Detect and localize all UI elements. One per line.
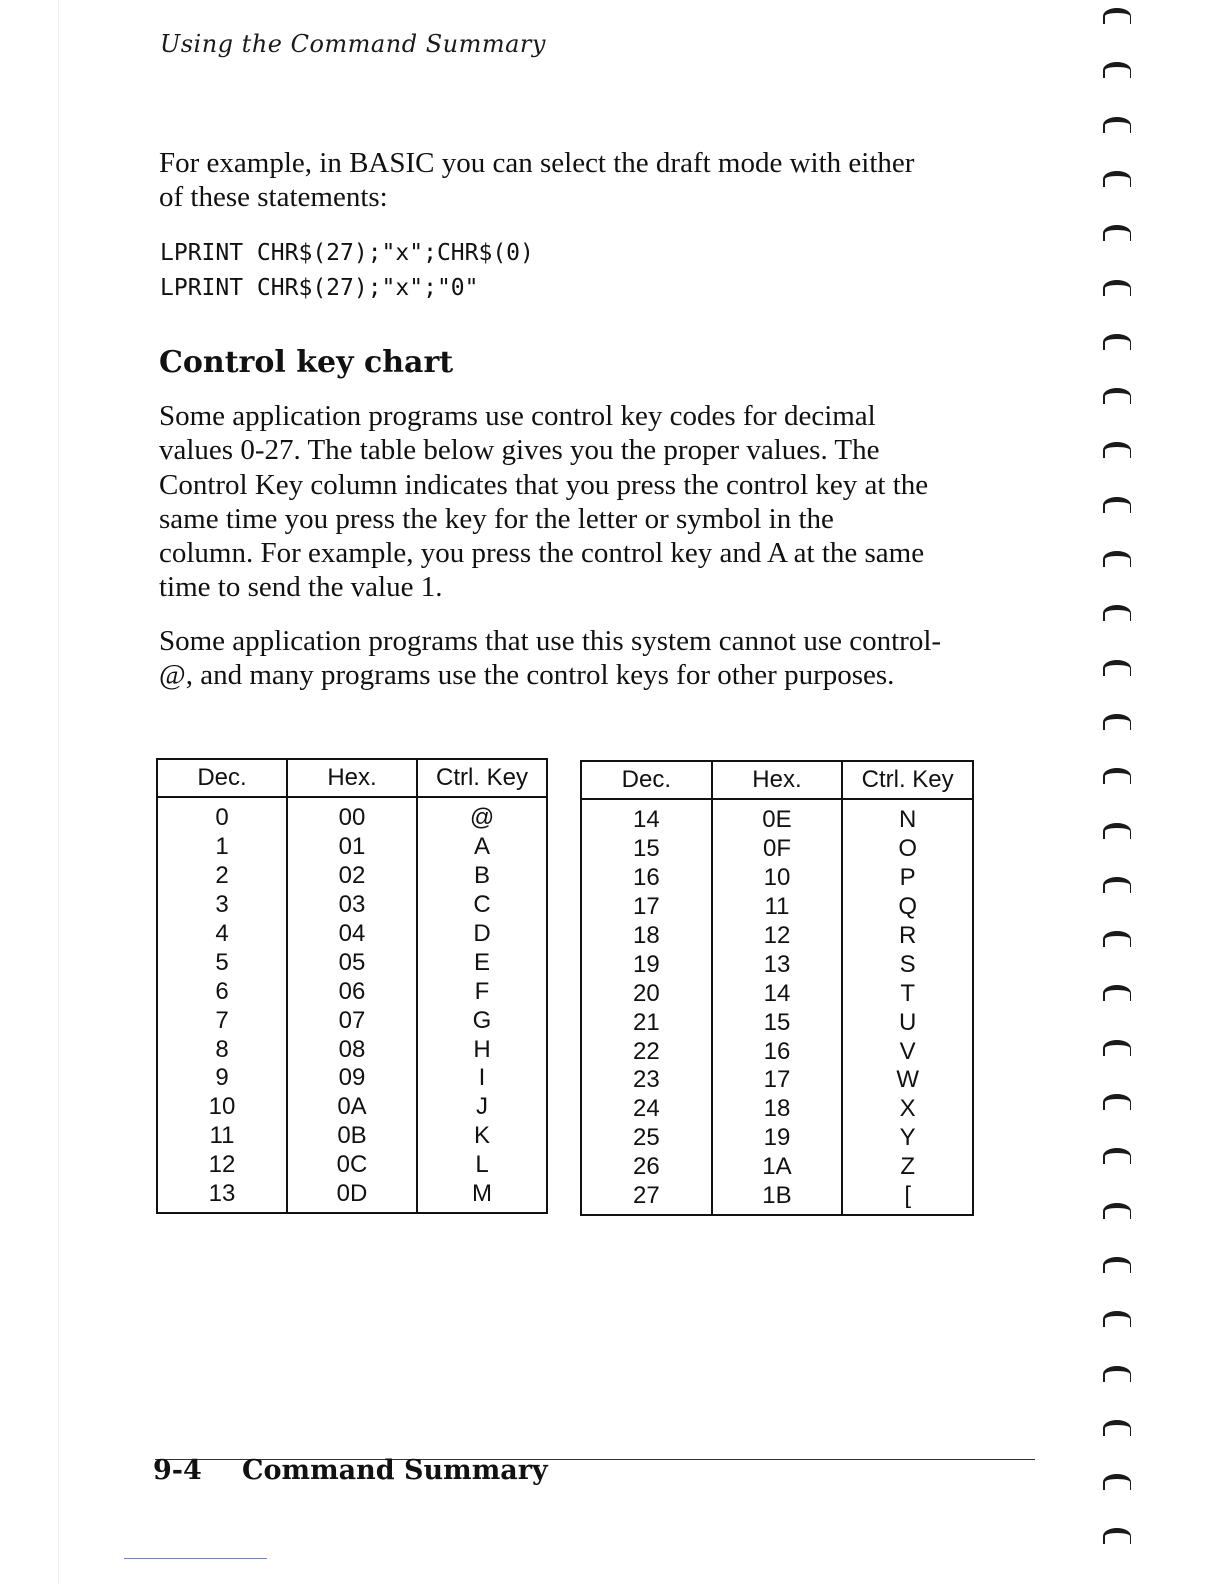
ctrl-key-cell: S (842, 950, 973, 979)
hex-cell: 12 (712, 922, 843, 951)
dec-cell: 1 (157, 833, 287, 862)
text-line: For example, in BASIC you can select the draft mode with either (159, 147, 915, 179)
text-line: Some application programs use control key codes for decimal (159, 400, 876, 432)
ctrl-key-column-header: Ctrl. Key (842, 761, 973, 799)
binding-hole (1103, 551, 1131, 567)
text-line: column. For example, you press the control key and A at the same (159, 537, 925, 570)
scan-mark (124, 1558, 267, 1559)
ctrl-key-cell: E (417, 948, 547, 977)
hex-cell: 08 (287, 1035, 417, 1064)
binding-hole (1103, 877, 1131, 893)
dec-cell: 3 (157, 891, 287, 920)
binding-hole (1103, 117, 1131, 133)
code-example (160, 236, 534, 306)
hex-cell: 0D (287, 1180, 417, 1214)
hex-cell: 09 (287, 1064, 417, 1093)
table-row (157, 920, 547, 949)
hex-cell: 13 (712, 950, 843, 979)
table-row (157, 1035, 547, 1064)
footer-title: Command Summary (242, 1455, 548, 1486)
binding-hole (1103, 1311, 1131, 1327)
dec-cell: 8 (157, 1035, 287, 1064)
dec-cell: 12 (157, 1151, 287, 1180)
binding-hole (1103, 1094, 1131, 1110)
dec-cell: 26 (581, 1153, 712, 1182)
ctrl-key-cell: C (417, 891, 547, 920)
dec-cell: 10 (157, 1093, 287, 1122)
hex-cell: 00 (287, 797, 417, 833)
dec-column-header: Dec. (581, 761, 712, 799)
ctrl-key-cell: R (842, 922, 973, 951)
binding-hole (1103, 280, 1131, 296)
table-header-row (581, 761, 973, 799)
table-row (581, 893, 973, 922)
text-line: values 0-27. The table below gives you the proper values. The (159, 434, 880, 467)
hex-cell: 19 (712, 1124, 843, 1153)
hex-cell: 07 (287, 1006, 417, 1035)
dec-cell: 4 (157, 920, 287, 949)
ctrl-key-cell: H (417, 1035, 547, 1064)
binding-hole (1103, 660, 1131, 676)
binding-hole (1103, 497, 1131, 513)
ctrl-key-cell: J (417, 1093, 547, 1122)
table-row (157, 1151, 547, 1180)
hex-cell: 03 (287, 891, 417, 920)
dec-cell: 18 (581, 922, 712, 951)
dec-cell: 13 (157, 1180, 287, 1214)
dec-cell: 11 (157, 1122, 287, 1151)
ctrl-key-cell: Y (842, 1124, 973, 1153)
table-row (157, 1093, 547, 1122)
text-line: of these statements: (159, 181, 388, 214)
hex-cell: 1B (712, 1182, 843, 1216)
binding-hole (1103, 1420, 1131, 1436)
text-line: @, and many programs use the control keys for other purposes. (159, 659, 895, 692)
dec-cell: 5 (157, 948, 287, 977)
dec-cell: 14 (581, 799, 712, 835)
page-edge (58, 0, 59, 1584)
explanation-paragraph (159, 399, 928, 605)
ctrl-key-cell: X (842, 1095, 973, 1124)
table-row (157, 797, 547, 833)
hex-cell: 0F (712, 835, 843, 864)
text-line: Control Key column indicates that you press the control key at the (159, 468, 929, 501)
binding-hole (1103, 1040, 1131, 1056)
table-row (157, 948, 547, 977)
running-head: Using the Command Summary (160, 30, 546, 58)
table-row (581, 1153, 973, 1182)
binding-hole (1103, 8, 1131, 24)
ctrl-key-cell: @ (417, 797, 547, 833)
hex-cell: 0C (287, 1151, 417, 1180)
binding-hole (1103, 931, 1131, 947)
ctrl-key-cell: P (842, 864, 973, 893)
table-row (581, 1124, 973, 1153)
table-row (581, 1008, 973, 1037)
ctrl-key-cell: B (417, 862, 547, 891)
dec-cell: 25 (581, 1124, 712, 1153)
hex-cell: 0E (712, 799, 843, 835)
binding-hole (1103, 605, 1131, 621)
binding-hole (1103, 334, 1131, 350)
dec-cell: 0 (157, 797, 287, 833)
section-heading: Control key chart (159, 345, 454, 380)
ctrl-key-cell: W (842, 1066, 973, 1095)
binding-hole (1103, 1203, 1131, 1219)
control-key-table-left (156, 758, 548, 1214)
page-number: 9-4 (153, 1455, 202, 1486)
table-row (581, 864, 973, 893)
intro-paragraph (159, 146, 914, 215)
table-row (157, 833, 547, 862)
binding-hole (1103, 823, 1131, 839)
hex-cell: 02 (287, 862, 417, 891)
binding-hole (1103, 1148, 1131, 1164)
ctrl-key-cell: N (842, 799, 973, 835)
table-row (581, 922, 973, 951)
ctrl-key-cell: K (417, 1122, 547, 1151)
ctrl-key-cell: [ (842, 1182, 973, 1216)
table-row (581, 979, 973, 1008)
table-row (581, 835, 973, 864)
table-row (157, 1122, 547, 1151)
ctrl-key-cell: M (417, 1180, 547, 1214)
hex-cell: 15 (712, 1008, 843, 1037)
ctrl-key-cell: O (842, 835, 973, 864)
table-header-row (157, 759, 547, 797)
table-body (581, 799, 973, 1215)
table-row (157, 977, 547, 1006)
ctrl-key-cell: A (417, 833, 547, 862)
ctrl-key-cell: F (417, 977, 547, 1006)
ctrl-key-cell: T (842, 979, 973, 1008)
binding-hole (1103, 388, 1131, 404)
binding-hole (1103, 225, 1131, 241)
hex-cell: 16 (712, 1037, 843, 1066)
table-row (581, 1037, 973, 1066)
hex-cell: 04 (287, 920, 417, 949)
binding-hole (1103, 1528, 1131, 1544)
hex-cell: 01 (287, 833, 417, 862)
table-row (157, 1006, 547, 1035)
hex-cell: 0A (287, 1093, 417, 1122)
dec-cell: 27 (581, 1182, 712, 1216)
dec-cell: 7 (157, 1006, 287, 1035)
text-line: same time you press the key for the letter or symbol in the (159, 502, 834, 535)
dec-cell: 20 (581, 979, 712, 1008)
table-row (581, 1182, 973, 1216)
binding-hole (1103, 62, 1131, 78)
hex-cell: 1A (712, 1153, 843, 1182)
code-line: LPRINT CHR$(27);"x";"0" (160, 275, 479, 301)
dec-cell: 17 (581, 893, 712, 922)
ctrl-key-cell: V (842, 1037, 973, 1066)
dec-cell: 19 (581, 950, 712, 979)
table-row (157, 862, 547, 891)
dec-cell: 24 (581, 1095, 712, 1124)
dec-cell: 2 (157, 862, 287, 891)
hex-column-header: Hex. (287, 759, 417, 797)
table-row (157, 1064, 547, 1093)
hex-cell: 17 (712, 1066, 843, 1095)
binding-hole (1103, 1474, 1131, 1490)
ctrl-key-column-header: Ctrl. Key (417, 759, 547, 797)
table-row (581, 1066, 973, 1095)
binding-hole (1103, 171, 1131, 187)
dec-cell: 6 (157, 977, 287, 1006)
hex-cell: 14 (712, 979, 843, 1008)
dec-cell: 16 (581, 864, 712, 893)
binding-hole (1103, 985, 1131, 1001)
table-row (581, 1095, 973, 1124)
hex-cell: 10 (712, 864, 843, 893)
hex-cell: 0B (287, 1122, 417, 1151)
binding-hole (1103, 768, 1131, 784)
ctrl-key-cell: I (417, 1064, 547, 1093)
table-body (157, 797, 547, 1213)
hex-column-header: Hex. (712, 761, 843, 799)
note-paragraph (159, 624, 941, 693)
dec-column-header: Dec. (157, 759, 287, 797)
binding-hole (1103, 1366, 1131, 1382)
hex-cell: 05 (287, 948, 417, 977)
hex-cell: 06 (287, 977, 417, 1006)
table-row (581, 950, 973, 979)
dec-cell: 21 (581, 1008, 712, 1037)
ctrl-key-cell: G (417, 1006, 547, 1035)
table-row (157, 891, 547, 920)
text-line: Some application programs that use this system cannot use control- (159, 625, 942, 657)
hex-cell: 18 (712, 1095, 843, 1124)
dec-cell: 22 (581, 1037, 712, 1066)
binding-hole (1103, 442, 1131, 458)
table-row (581, 799, 973, 835)
ctrl-key-cell: Z (842, 1153, 973, 1182)
code-line: LPRINT CHR$(27);"x";CHR$(0) (160, 240, 534, 266)
table-row (157, 1180, 547, 1214)
ctrl-key-cell: U (842, 1008, 973, 1037)
dec-cell: 23 (581, 1066, 712, 1095)
dec-cell: 9 (157, 1064, 287, 1093)
ctrl-key-cell: L (417, 1151, 547, 1180)
control-key-table-right (580, 760, 974, 1216)
ctrl-key-cell: Q (842, 893, 973, 922)
dec-cell: 15 (581, 835, 712, 864)
binding-hole (1103, 1257, 1131, 1273)
hex-cell: 11 (712, 893, 843, 922)
text-line: time to send the value 1. (159, 571, 443, 604)
binding-hole (1103, 714, 1131, 730)
ctrl-key-cell: D (417, 920, 547, 949)
